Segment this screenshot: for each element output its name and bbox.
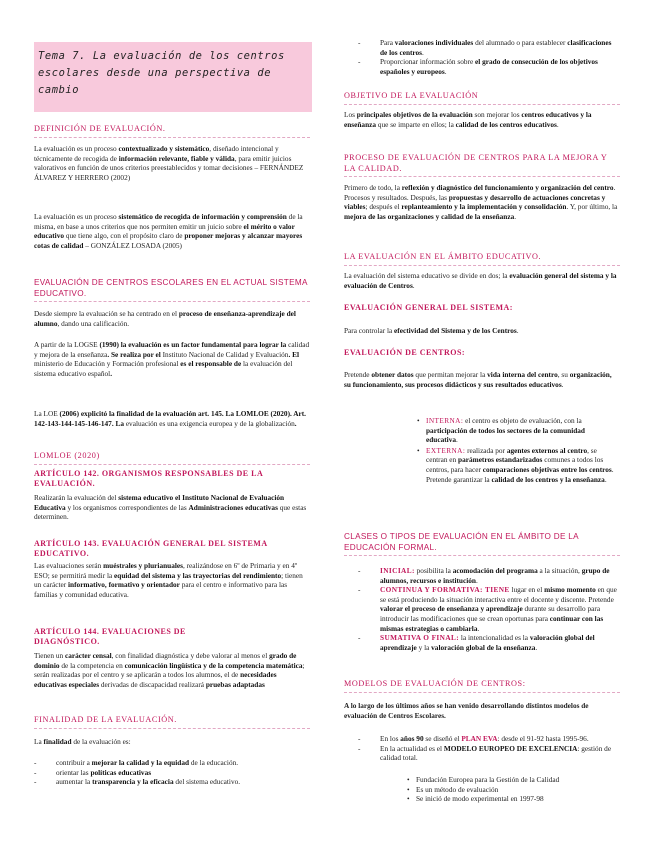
text-segment: – GONZÁLEZ LOSADA (2005): [83, 240, 182, 250]
emphasis-text: grado de dominio: [34, 651, 297, 670]
emphasis-text: centros educativos y la enseñanza: [344, 110, 592, 129]
models-list: [358, 734, 620, 763]
text-segment: , para emitir juicios valorativos en función de unos criterios preestablecidos y tomar decisiones – FERNÁNDEZ ÁLVAREZ Y HERRERO (2002): [34, 153, 304, 182]
article-144-paragraph: [34, 651, 310, 689]
emphasis-text: MODELO EUROPEO DE EXCELENCIA: [443, 743, 578, 753]
article-143-heading: ARTÍCULO 143. EVALUACIÓN GENERAL DEL SISTEMA EDUCATIVO.: [34, 539, 268, 558]
emphasis-text: PLAN EVA: [461, 734, 498, 743]
emphasis-text: organización, su funcionamiento, sus procesos didácticos y sus resultados educativos: [344, 370, 612, 389]
label-text: INICIAL:: [380, 566, 415, 575]
text-segment: la intencionalidad es la: [459, 633, 530, 643]
text-segment: contribuir a: [56, 758, 92, 767]
emphasis-text: pruebas adaptadas: [205, 679, 265, 689]
text-segment: que estas determinen.: [34, 502, 307, 522]
emphasis-text: valoraciones individuales: [394, 38, 474, 47]
article-142-paragraph: [34, 493, 310, 522]
text-segment: la evaluación del sistema educativo español: [34, 359, 293, 378]
text-segment: durante su desarrollo para introducir las modificaciones que se crean oportunas para: [380, 604, 601, 623]
evaluation-paragraph-2: [34, 340, 310, 378]
emphasis-text: continuar con las mismas estrategias o cambiarla: [380, 613, 604, 633]
list-item: • Es un método de evaluación: [416, 785, 616, 795]
emphasis-text: muéstrales y plurianuales: [103, 561, 183, 570]
text-segment: y los organismos correspondientes de las: [65, 502, 189, 512]
text-segment: .: [535, 642, 538, 652]
emphasis-text: .: [294, 418, 297, 428]
models-heading: MODELOS DE EVALUACIÓN DE CENTROS:: [344, 679, 620, 693]
emphasis-text: transparencia y la eficacia: [92, 777, 174, 787]
definition-paragraph-2: [34, 212, 310, 250]
text-segment: , con finalidad diagnóstica y debe valorar al menos el: [111, 651, 270, 660]
text-segment: La evaluación del sistema educativo se divide en dos; la: [344, 271, 510, 280]
text-segment: Realizarán la evaluación del: [34, 493, 119, 502]
text-segment: derivadas de discapacidad realizará: [99, 679, 206, 689]
list-item: [358, 633, 620, 652]
emphasis-text: mejora de las organizaciones y calidad de la enseñanza: [344, 211, 515, 221]
text-segment: La: [34, 737, 44, 746]
text-segment: , se centran en: [426, 445, 597, 465]
definition-paragraph-1: [34, 144, 310, 182]
emphasis-text: es el responsable de: [178, 359, 244, 369]
list-item: [34, 768, 310, 778]
text-segment: , dando una calificación.: [57, 318, 130, 328]
text-segment: , su: [557, 370, 570, 379]
centers-list: [426, 416, 616, 484]
text-segment: que permitan mejorar la: [413, 370, 488, 379]
emphasis-text: parámetros estandarizados: [458, 455, 543, 465]
text-segment: lugar en el: [509, 585, 545, 595]
text-segment: posibilita la: [414, 566, 453, 575]
text-segment: Las evaluaciones serán: [34, 561, 104, 570]
list-item: • Fundación Europea para la Gestión de la Calidad: [416, 775, 616, 785]
emphasis-text: calidad de los centros y la enseñanza: [491, 474, 605, 484]
emphasis-text: contextualizado y sistemático: [118, 144, 210, 153]
text-segment: .: [456, 435, 458, 445]
text-segment: para el centro e informativo para las familias y comunidad educativa.: [34, 580, 288, 599]
text-segment: .: [422, 47, 424, 57]
article-144-heading: ARTÍCULO 144. EVALUACIONES DE DIAGNÓSTICO.: [34, 627, 186, 646]
text-segment: .: [561, 379, 564, 389]
emphasis-text: equidad del sistema y las trayectorias del rendimiento: [114, 570, 282, 580]
text-segment: .: [475, 575, 478, 585]
list-item: [358, 734, 620, 744]
emphasis-text: clasificaciones de los centros: [380, 38, 612, 57]
lomloe-heading: LOMLOE (2020): [34, 451, 310, 465]
text-segment: comunes a todos los centros, para hacer: [426, 455, 604, 474]
text-segment: .: [412, 280, 415, 290]
emphasis-text: reflexión y diagnóstico del funcionamiento y organización del centro: [401, 183, 614, 192]
evaluation-paragraph-1: [34, 309, 310, 328]
objective-heading: OBJETIVO DE LA EVALUACIÓN: [344, 91, 620, 105]
general-system-heading: EVALUACIÓN GENERAL DEL SISTEMA:: [344, 303, 513, 312]
list-item: [426, 416, 616, 445]
article-143-paragraph: [34, 561, 310, 599]
text-segment: .: [477, 623, 480, 633]
text-segment: de la misma, en base a unos criterios que nos permiten emitir un juicio sobre: [34, 212, 303, 231]
text-segment: ; después el: [365, 202, 402, 212]
emphasis-text: finalidad: [43, 737, 72, 746]
emphasis-text: informativo, formativo y orientador: [68, 580, 180, 590]
emphasis-text: valorar el proceso de enseñanza y aprendizaje: [380, 604, 523, 614]
text-segment: .: [514, 211, 517, 221]
text-segment: orientar las: [56, 767, 91, 777]
label-text: EXTERNA:: [426, 445, 466, 455]
text-segment: : desde el 91-92 hasta 1995-96.: [497, 734, 589, 743]
emphasis-text: vida interna del centro: [487, 370, 558, 379]
text-segment: ministerio de Educación y Formación profesional: [34, 359, 179, 369]
label-text: SUMATIVA O FINAL:: [380, 633, 460, 643]
page-title: Tema 7. La evaluación de los centros escolares desde una perspectiva de cambio: [38, 50, 285, 96]
label-text: INTERNA:: [426, 416, 464, 425]
general-system-paragraph: [344, 326, 620, 336]
text-segment: La evaluación es un proceso: [34, 212, 119, 221]
text-segment: el centro es objeto de evaluación, con la: [463, 416, 582, 425]
text-segment: y la: [416, 642, 432, 652]
emphasis-text: grupo de alumnos, recursos e institución: [380, 566, 610, 585]
emphasis-text: valoración global del aprendizaje: [380, 633, 595, 652]
emphasis-text: (1990) la evaluación es un factor fundamental para lograr la: [97, 340, 289, 349]
text-segment: En la actualidad es el: [380, 743, 444, 753]
emphasis-text: replanteamiento y la implementación y consolidación: [401, 202, 567, 212]
top-list: [358, 38, 620, 76]
text-segment: .: [556, 119, 559, 129]
text-segment: .: [604, 474, 607, 484]
emphasis-text: mejorar la calidad y la equidad: [91, 758, 190, 767]
text-segment: se diseñó el: [423, 734, 462, 743]
emphasis-text: sistema educativo el Instituto Nacional de Evaluación Educativa: [34, 493, 285, 512]
centers-paragraph: [344, 370, 620, 389]
text-segment: Los: [344, 110, 357, 119]
emphasis-text: obtener datos: [371, 370, 414, 379]
list-item: • Se inició de modo experimental en 1997-98: [416, 794, 616, 804]
definition-heading: DEFINICIÓN DE EVALUACIÓN.: [34, 124, 310, 138]
text-segment: Tienen un: [34, 651, 65, 660]
classes-heading: CLASES O TIPOS DE EVALUACIÓN EN EL ÁMBITO DE LA EDUCACIÓN FORMAL.: [344, 532, 620, 556]
emphasis-text: evaluación general del sistema y la evaluación de Centros: [344, 271, 617, 290]
emphasis-text: comparaciones objetivas entre los centros: [482, 464, 612, 474]
text-segment: Proporcionar información sobre: [380, 57, 476, 67]
text-segment: , diseñado intencional y técnicamente de recogida de: [34, 144, 279, 163]
list-item: [358, 57, 620, 76]
objective-paragraph: [344, 110, 620, 129]
emphasis-text: .: [110, 368, 113, 378]
text-segment: Primero de todo, la: [344, 183, 402, 192]
process-paragraph: [344, 183, 620, 221]
emphasis-text: el grado de consecución de los objetivos españoles y europeos: [380, 57, 598, 76]
text-segment: ; tienen un carácter: [34, 570, 303, 590]
emphasis-text: información relevante, fiable y válida: [118, 153, 235, 163]
text-segment: A partir de la LOGSE: [34, 340, 98, 349]
text-segment: ; serán realizadas por el centro y se aplicarán a todos los alumnos, el de: [34, 660, 305, 680]
emphasis-text: . El: [288, 349, 299, 359]
list-item: [426, 446, 616, 484]
list-item: [34, 758, 310, 768]
label-text: CONTINUA Y FORMATIVA: TIENE: [380, 585, 510, 595]
emphasis-text: carácter censal: [64, 651, 112, 660]
text-segment: .: [444, 66, 447, 76]
emphasis-text: principales objetivos de la evaluación: [356, 110, 473, 119]
list-item: [34, 777, 310, 787]
text-segment: a la situación,: [537, 566, 582, 575]
text-segment: que se imparte en ellos; la: [376, 119, 456, 129]
text-segment: . Y, por último, la: [566, 202, 618, 212]
classes-list: [358, 566, 620, 652]
text-segment: . Procesos y resultados. Después, las: [344, 183, 616, 202]
purpose-list: [34, 758, 310, 787]
list-item: [358, 566, 620, 585]
emphasis-text: efectividad del Sistema y de los Centros: [394, 326, 517, 335]
text-segment: Pretende: [344, 370, 372, 379]
article-142-heading: ARTÍCULO 142. ORGANISMOS RESPONSABLES DE LA EVALUACIÓN.: [34, 469, 263, 488]
process-heading: PROCESO DE EVALUACIÓN DE CENTROS PARA LA MEJORA Y LA CALIDAD.: [344, 153, 620, 177]
text-segment: de la educación.: [189, 758, 239, 767]
emphasis-text: mismo momento: [544, 585, 596, 595]
text-segment: realizada por: [465, 445, 507, 455]
emphasis-text: proponer mejoras y alcanzar mayores cotas de calidad: [34, 231, 303, 250]
text-segment: Para controlar la: [344, 326, 395, 335]
emphasis-text: valoración global de la enseñanza: [431, 642, 536, 652]
text-segment: Instituto Nacional de Calidad y Evaluación: [162, 349, 289, 359]
text-segment: aumentar la: [56, 777, 93, 787]
emphasis-text: participación de todos los sectores de la comunidad educativa: [426, 425, 585, 445]
emphasis-text: políticas educativas: [90, 767, 152, 777]
text-segment: calidad y mejora de la enseñanza: [34, 340, 310, 359]
emphasis-text: acomodación del programa: [452, 566, 538, 575]
text-segment: son mejorar los: [472, 110, 522, 119]
emphasis-text: (2006) explicitó la finalidad de la evaluación art. 145. La LOMLOE (2020). Art. 142-143-144-145-146-147. La: [34, 409, 307, 428]
text-segment: que tiene algo, con el propósito claro de: [64, 231, 185, 241]
evaluation-paragraph-3: [34, 409, 310, 428]
centers-heading: EVALUACIÓN DE CENTROS:: [344, 348, 466, 357]
emphasis-text: Administraciones educativas: [188, 502, 278, 512]
text-segment: La evaluación es un proceso: [34, 144, 119, 153]
emphasis-text: agentes externos al centro: [506, 445, 588, 455]
emphasis-text: el mérito o valor educativo: [34, 221, 295, 241]
text-segment: del alumnado o para establecer: [473, 38, 568, 47]
models-paragraph: A lo largo de los últimos años se han venido desarrollando distintos modelos de evaluación de Centros Escolares.: [344, 701, 589, 720]
emphasis-text: . Se realiza por el: [107, 349, 163, 359]
purpose-paragraph: [34, 737, 310, 747]
list-item: [358, 585, 620, 633]
emphasis-text: necesidades educativas especiales: [34, 670, 277, 689]
purpose-heading: FINALIDAD DE LA EVALUACIÓN.: [34, 715, 310, 729]
list-item: [358, 744, 620, 763]
text-segment: Para: [380, 38, 395, 47]
text-segment: .: [516, 326, 519, 335]
text-segment: Desde siempre la evaluación se ha centrado en el: [34, 309, 179, 318]
emphasis-text: comunicación lingüística y de la competencia matemática: [124, 660, 303, 670]
list-item: [358, 38, 620, 57]
text-segment: : gestión de calidad total.: [380, 743, 612, 763]
text-segment: La LOE: [34, 409, 58, 418]
text-segment: En los: [380, 734, 401, 743]
scope-heading: LA EVALUACIÓN EN EL ÁMBITO EDUCATIVO.: [344, 252, 620, 266]
title-banner: [34, 42, 312, 112]
evaluation-centers-heading: EVALUACIÓN DE CENTROS ESCOLARES EN EL ACTUAL SISTEMA EDUCATIVO.: [34, 278, 310, 302]
text-segment: evaluación es una exigencia europea y de la globalización: [125, 418, 295, 428]
emphasis-text: sistemático de recogida de información y comprensión: [118, 212, 287, 221]
text-segment: de la evaluación es:: [71, 737, 131, 746]
emphasis-text: calidad de los centros educativos: [455, 119, 557, 129]
scope-paragraph: [344, 271, 620, 290]
emphasis-text: proceso de enseñanza-aprendizaje del alumno: [34, 309, 296, 328]
emphasis-text: propuestas y desarrollo de actuaciones concretas y viables: [344, 192, 606, 212]
text-segment: en que se está produciendo la situación interactiva entre el docente y discente. Pretende: [380, 585, 617, 604]
text-segment: de la competencia en: [59, 660, 125, 670]
text-segment: . Pretende garantizar la: [426, 464, 614, 484]
models-sublist: [416, 775, 616, 804]
text-segment: , realizándose en 6º de Primaria y en 4º ESO; se permitirá medir la: [34, 561, 298, 580]
text-segment: del sistema educativo.: [173, 777, 241, 787]
emphasis-text: años 90: [400, 734, 424, 743]
